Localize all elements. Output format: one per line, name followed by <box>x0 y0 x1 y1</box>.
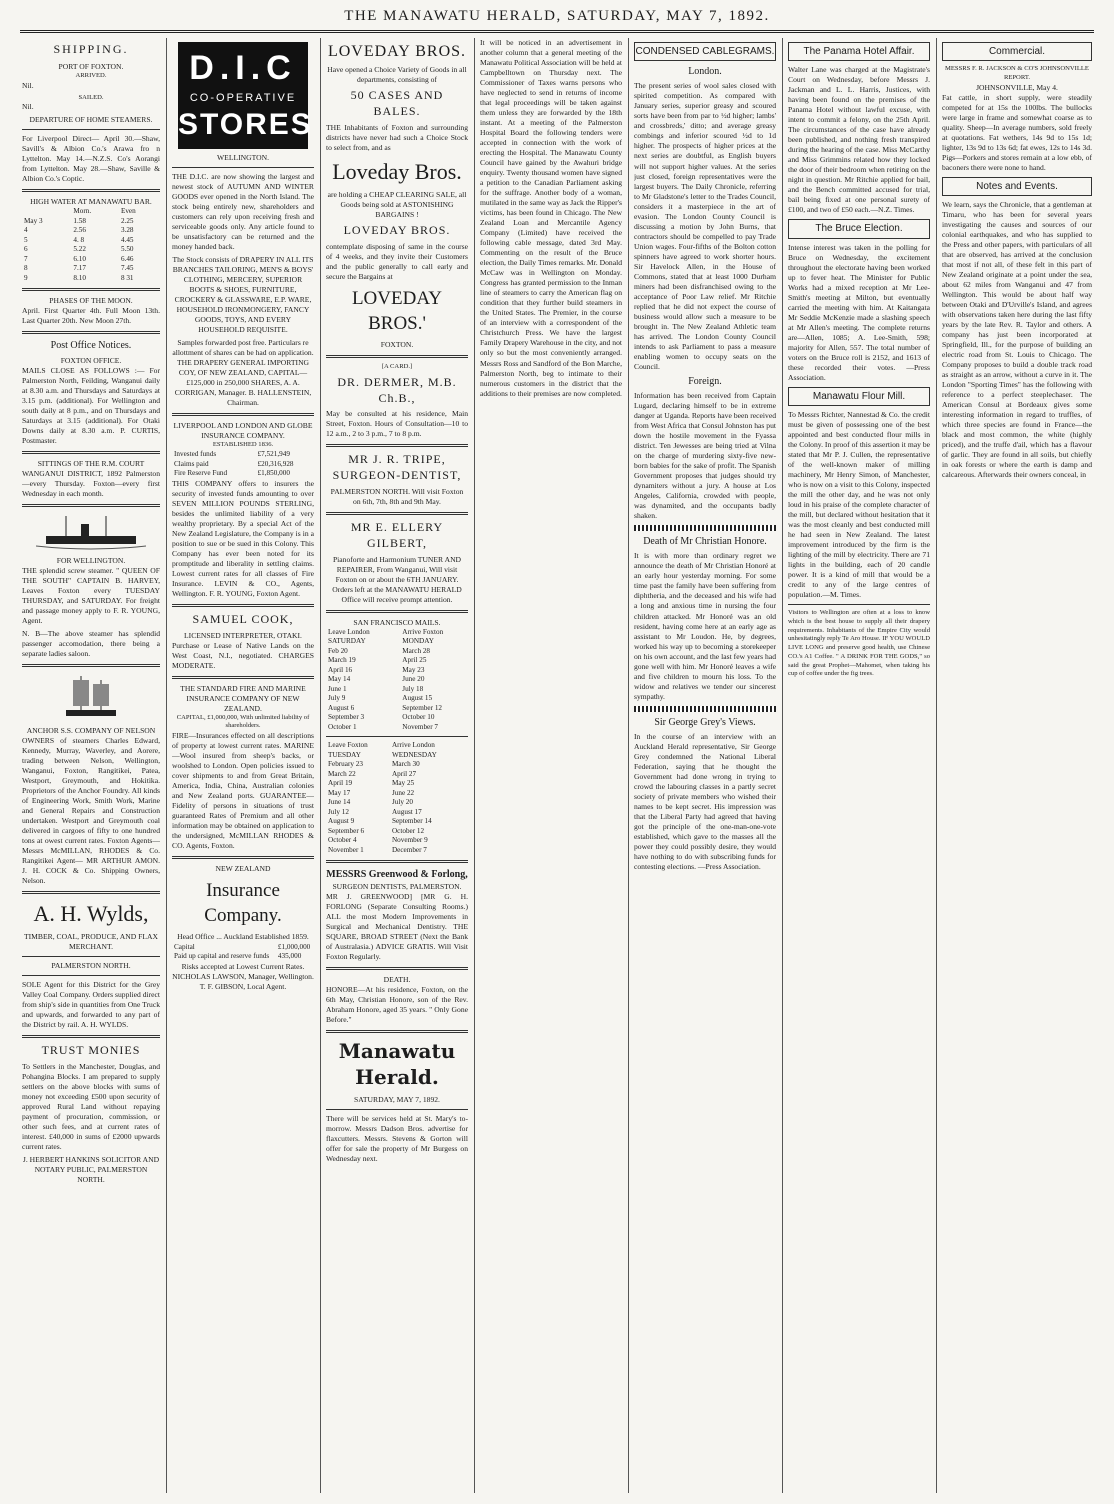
gilbert-heading: MR E. ELLERY GILBERT, <box>350 520 444 550</box>
trust-monies-text: To Settlers in the Manchester, Douglas, and Pohangina Blocks. I am prepared to supply settlers on the above blocks with sums of money not exceeding £500 upon security of approved Rural Land without repaying payment of procuration, commission, or other such fees, and at current rates of interest. £40,000 in sums of £2000 upwards current rates. <box>22 1062 160 1152</box>
sf-mails-heading: SAN FRANCISCO MAILS. <box>353 617 441 627</box>
post-office-heading: Post Office Notices. <box>50 340 132 352</box>
greenwood-heading: MESSRS Greenwood & Forlong, <box>326 869 468 881</box>
column-rule <box>628 38 629 1493</box>
london-heading: London. <box>688 66 722 78</box>
flour-mill-heading: Manawatu Flour Mill. <box>788 387 930 406</box>
high-water-table: Morn. Even May 3 1.58 2.25 4 2.56 3.28 5 4. 8 4.45 6 5.22 5.50 7 6.10 6.46 8 7.17 7.45 9 8.10 8 31 <box>24 207 136 282</box>
column-shipping <box>22 38 160 1493</box>
moon-heading: PHASES OF THE MOON. <box>49 296 133 306</box>
departure-heading: DEPARTURE OF HOME STEAMERS. <box>29 115 153 125</box>
arrived-text: Nil. <box>22 80 34 90</box>
liverpool-text: THIS COMPANY offers to insurers the security of invested funds amounting to over SEVEN MILLION POUNDS STERLING, besides the unlimited liability of a very wealthy proprietary. By a special Act of the New Zealand Legislature, the Company is in a position to sue or be sued in this Colony. This Company has ever been noted for its promptitude and liberality in settling claims. Lowest current rates for all classes of Fire Insurance. LEVIN & CO., Agents, Wellington. F. R. YOUNG, Foxton Agent. <box>172 478 314 598</box>
nz-insurance-office: Head Office ... Auckland Established 1859. <box>177 932 309 942</box>
palmerston-heading: PALMERSTON NORTH. <box>51 961 131 971</box>
standard-heading: THE STANDARD FIRE AND MARINE INSURANCE COMPANY OF NEW ZEALAND. <box>180 683 306 713</box>
column-rule <box>166 38 167 1493</box>
herald-nameplate: Manawatu Herald. <box>338 1038 456 1090</box>
anchor-heading: ANCHOR S.S. COMPANY OF NELSON <box>26 725 156 735</box>
dic-logo: D.I.C CO-OPERATIVE STORES <box>178 42 308 149</box>
honore-heading: Death of Mr Christian Honore. <box>643 536 767 548</box>
local-news-text: It will be noticed in an advertisement in another column that a general meeting of the Manawatu Political Association will be held at Campbelltown on Thursday next. The Commissioner of Taxes warns persons who have neglected to send in returns of income that legal proceedings will be taken against them unless they are forwarded by the 18th instant. At a meeting of the Palmerston Hospital Board the following tenders were accepted in connection with the work of erecting the Hospital. The Manawatu County Council have gained by the Awahuri bridge enquiry. Twenty thousand women have signed a petition to the Canadian Parliament asking for the suffrage. Another body of a woman, mutilated in the same way as Jack the Ripper's victims, has been found in Chicago. The New Zealand Loan and Mercantile Agency Company (Limited) have received the following cable message, dated 3rd May. Commenting on the result of the Bruce election, the Daily Times remarks. Mr. Donald McCaw was in Wellington on Monday. Congress has granted permission to the Inman line of steamers to carry the American flag on condition that they further build steamers in the United States. The Premier, in the course of an interview with a correspondent of the Christchurch Press. We have the largest Family Drapery Warehouse in the city, and not only so but the most conveniently arranged. Messrs Ross and Sandford of the Bon Marche, Palmerston North, beg to intimate to their numerous customers in the district that the additions to their premises are now completed. <box>480 38 622 398</box>
loveday-text-3: are holding a CHEAP CLEARING SALE, all Goods being sold at ASTONISHING BARGAINS ! <box>327 189 467 219</box>
bruce-text: Intense interest was taken in the polling for Bruce on Wednesday, the excitement throughout the electorate having been worked up to fever heat. The Minister for Public Works had a mixed reception at Mr Lee-Smith's meeting at Milton, but eventually carried the meeting with him. At Kaitangata Mr Seddie McKenzie made a slashing speech at Mr Allen's meeting. The complete returns are—Allen, 1085; A. Lee-Smith, 598; majority for Allen, 557. The total number of voters on the Bruce roll is 2152, and 1613 of these recorded their votes. —Press Association. <box>788 242 930 382</box>
column-loveday <box>326 38 468 1493</box>
loveday-text-4: contemplate disposing of same in the course of 4 weeks, and they invite their Customers and the public generally to call early and secure the Bargains at <box>326 241 468 281</box>
commercial-sub: MESSRS F. R. JACKSON & CO'S JOHNSONVILLE REPORT. <box>945 65 1089 81</box>
arrived-heading: ARRIVED. <box>75 71 107 79</box>
column-local-news <box>480 38 622 1493</box>
liverpool-established: ESTABLISHED 1836. <box>212 441 274 449</box>
notes-text: We learn, says the Chronicle, that a gentleman at Timaru, who has been for several years investigating the causes and sources of our colonial earthquakes, and who has supplied to the Press and other papers, with particulars of all that are observed, has arrived at the conclusion that most if not all, of these felt in this part of New Zealand originate at a point under the sea, about 62 miles from Wanganui and 47 from Wellington. This would be about half way between Otaki and D'Urville's Island, and agrees with observations taken here during the last fifty years by the late Rev. R. Taylor and others. A company has just been incorporated at Springfield, Ill., for the purpose of building an electric road from St. Louis to Chicago. The Company proposes to build a double track road as straight as an arrow, without a curve in it. The London "Sporting Times" has the following with reference to a perfect steeplechaser. The American Consul at Bordeaux gives some interesting information in regard to truffles, of which three species are found in France—the black and most common, the white (highly priced), and the truffe d'ail, which has a flavour of garlic. They are found in all soils, but chiefly in oak forests or where the earth is damp and calcareous. Afterwards their owners conceal, in <box>942 199 1092 480</box>
dic-text: THE D.I.C. are now showing the largest and newest stock of AUTUMN AND WINTER GOODS ever opened in the North Island. The stock being entirely new, shareholders and customers can rely upon receiving fresh and serviceable goods only. Any article found to be unsatisfactory can be returned and the money handed back. <box>172 172 314 252</box>
commercial-date: JOHNSONVILLE, May 4. <box>976 82 1058 92</box>
post-office-sub: FOXTON OFFICE. <box>60 355 122 365</box>
sf-mails-table-2: Leave Foxton TUESDAY Arrive London WEDNESDAY February 23 March 30 March 22 April 27 April 19 May 25 May 17 June 22 June 14 July 20 July 12 August 17 August 9 September 14 September 6 October 12 October 4 November 9 November 1 December 7 <box>328 741 437 854</box>
dermer-heading: DR. DERMER, M.B. Ch.B., <box>337 374 457 405</box>
high-water-heading: HIGH WATER AT MANAWATU BAR. <box>30 197 152 207</box>
foreign-heading: Foreign. <box>688 375 722 387</box>
herald-text: There will be services held at St. Mary's to-morrow. Messrs Dadson Bros. advertise for flaxcutters. Messrs. Stevens & Gorton will offer for sale the property of Mr Burgess on Wednesday next. <box>326 1113 468 1163</box>
cook-text: Purchase or Lease of Native Lands on the West Coast, N.I., negotiated. CHARGES MODERATE. <box>172 640 314 670</box>
steamer-illustration <box>36 512 146 552</box>
nb-text: N. B—The above steamer has splendid passenger accomodation, there being a separate ladies saloon. <box>22 628 160 658</box>
commercial-text: Fat cattle, in short supply, were steadily competed for at 15s the 100lbs. The bullocks were large in frame and somewhat coarse as to quality. Sheep—In average numbers, sold freely at quotations. Fat wethers, 14s 9d to 15s 1d; lighter, 13s 9d to 13s 6d; fat ewes, 12s to 14s 3d. Pigs—Porkers and stores remain at a low ebb, of baconers there were none to hand. <box>942 92 1092 172</box>
bruce-heading: The Bruce Election. <box>788 219 930 238</box>
nz-insurance-table: Capital £1,000,000 Paid up capital and reserve funds 435,000 <box>174 942 311 960</box>
column-cables <box>634 38 776 1493</box>
moon-text: April. First Quarter 4th. Full Moon 13th. Last Quarter 20th. New Moon 27th. <box>22 306 160 326</box>
loveday-big: Loveday Bros. <box>332 158 462 184</box>
loveday-big-2: LOVEDAY BROS.' <box>351 287 443 334</box>
masthead-title: THE MANAWATU HERALD, SATURDAY, MAY 7, 1892. <box>344 8 770 24</box>
dic-wellington: WELLINGTON. <box>217 152 269 162</box>
loveday-heading-2: LOVEDAY BROS. <box>343 222 451 237</box>
notes-heading: Notes and Events. <box>942 177 1092 196</box>
death-heading: DEATH. <box>383 974 411 984</box>
column-rule <box>474 38 475 1493</box>
column-panama <box>788 38 930 1493</box>
standard-text: FIRE—Insurances effected on all descriptions of property at lowest current rates. MARINE—Wool insured from sheep's backs, or woolshed to London. Open policies issued to cover shipments to and from Great Britain, America, India, China, Australian colonies and New Zealand ports. GUARANTEE—Fidelity of persons in situations of trust guaranteed Rates of Premium and all other information may be obtained on application to the undersigned, McMILLAN RHODES & CO. Agents, Foxton. <box>172 731 314 851</box>
loveday-text-2: THE Inhabitants of Foxton and surrounding districts have never had such a Choice Stock to select from, and as <box>326 122 468 152</box>
dic-stock-list: The Stock consists of DRAPERY IN ALL ITS BRANCHES TAILORING, MEN'S & BOYS' CLOTHING, MERCERY, SUPERIOR BOOTS & SHOES, FURNITURE, CROCKERY & GLASSWARE, E.P. WARE, HOUSEHOLD IRONMONGERY, FANCY GOODS, TOYS, AND EVERY HOUSEHOLD REQUISITE. <box>172 255 314 335</box>
honore-text: It is with more than ordinary regret we announce the death of Mr Christian Honoré at an early hour yesterday morning. For some time past the family have been suffering from diphtheria, and the deceased and his wife had a long and anxious time in nursing the four children attacked. Mr Honoré was an old resident, having come here at an early age as assistant to Mr Loudon. He, by degrees, worked his way up to becoming a storekeeper on his own account, and the last few years had gone well with him. Mr Honoré leaves a wife and five children to mourn his loss. To the widow and relatives we tender our sincerest sympathy. <box>634 551 776 701</box>
foreign-text: Information has been received from Captain Lugard, declaring himself to be in extreme danger at Uganda. Reports have been received from West Africa that Consul Johnston has put down the hostile movement in the Fyassa district. Ten Jewesses are being tried at Vilna on the charge of murdering sixty-five new-born babies for the sake of profit. The Spanish Government proposes that judges should try dynamiters without a jury. A house at Los Angeles, California, crowded with people, was dynamited, and the occupants badly shaken. <box>634 391 776 521</box>
nz-insurance-text: Risks accepted at Lowest Current Rates. NICHOLAS LAWSON, Manager, Wellington. T. F. GIBSON, Local Agent. <box>172 961 314 991</box>
rm-court-text: WANGANUI DISTRICT, 1892 Palmerston—every Thursday. Foxton—every first Wednesday in each month. <box>22 468 160 498</box>
sailed-text: Nil. <box>22 102 34 112</box>
standard-capital: CAPITAL, £1,000,000, With unlimited liability of shareholders. <box>176 713 310 730</box>
tripe-text: PALMERSTON NORTH. Will visit Foxton on 6th, 7th, 8th and 9th May. <box>330 487 464 507</box>
notices-text: Visitors to Wellington are often at a loss to know which is the best house to supply all their drapery requirements. Inhabitants of the Empire City would unhesitatingly reply Te Aro House. IF YOU WOULD LIVE LONG and preserve good health, use Chinese CO.'s A1 Coffee. " A DRINK FOR THE GODS," so said the great Prophet—Mahomet, when taking his cup of coffee under the fig trees. <box>788 609 930 678</box>
port-heading: PORT OF FOXTON. <box>58 61 124 71</box>
london-text: The present series of wool sales closed with spirited competition. As compared with January series, superior greasy and scoured sorts have been from par to ½d higher; lambs' and crossbreds,' ditto; and average greasy combings and inferior scoured ½d to 1d higher. The prospects of higher prices at the next series are doubtful, as English buyers will not support higher values. At the series just closed, foreign representatives were the largest buyers. The Daily Chronicle, referring to Mr Gladstone's letter to the Trades Council, considers it a masterpiece in the art of evasion. The London County Council is discussing a motion by John Burns, that contractors should be compelled to pay Trade Union wages. Four-fifths of the Bolton cotton spinners have agreed to work shorter hours. Sir Havelock Allen, in the House of Commons, stated that at least 1000 Durham miners had been disfranchised owing to the acceptance of Poor Law relief. Mr Ritchie replied that he did not expect the course of business would allow such a measure to be brought in. The New Zealand Athletic team has arrived. The London County Council intends to ask Parliament to pass a measure enabling women to occupy seats on the Council. <box>634 81 776 371</box>
post-office-text: MAILS CLOSE AS FOLLOWS :— For Palmerston North, Feilding, Wanganui daily at 8.30 a.m. and Thursdays and Saturdays at 3.15 p.m. (additional). For Wellington and south daily at 8 p.m., and on Thursdays and Saturdays at 3.15 (additional). For Otaki Downs daily at 8.30 a.m. P. CURTIS, Postmaster. <box>22 365 160 445</box>
card-label: [A CARD.] <box>381 362 413 370</box>
cablegrams-heading: CONDENSED CABLEGRAMS. <box>634 42 776 61</box>
foxton-label: FOXTON. <box>380 339 414 349</box>
nz-insurance-heading: NEW ZEALAND <box>215 864 271 874</box>
departure-text: For Liverpool Direct— April 30.—Shaw, Savill's & Albion Co.'s Arawa fro n Lyttelton. May 14.—N.Z.S. Co's Aorangi from Lyttelton. May 28.—Shaw, Saville & Albion Co.'s Coptic. <box>22 134 160 184</box>
greenwood-text: MR J. GREENWOOD] [MR G. H. FORLONG (Separate Consulting Rooms.) ALL the most Modern Improvements in Surgical and Mechanical Dentistry. THE SQUARE, BROAD STREET (Next the Bank of Australasia.) ADVICE GRATIS. Will Visit Foxton Regularly. <box>326 891 468 961</box>
liverpool-funds-table: Invested funds £7,521,949 Claims paid £20,316,928 Fire Reserve Fund £1,850,000 <box>174 450 294 478</box>
loveday-cases: 50 CASES AND BALES. <box>350 88 444 118</box>
cook-sub: LICENSED INTERPRETER, OTAKI. <box>184 630 302 640</box>
flour-mill-text: To Messrs Richter, Nannestad & Co. the credit must be given of possessing one of the best appointed and best conducted flour mills in the Colony. In proof of this assertion it may be stated that Mr P. J. Cullen, the representative of the well-known maker of milling machinery, Mr Henry Simon, of Manchester, who is now on a visit to this Colony, inspected the mill the other day, and he was not only loud in his praise of the complete character of the mill, but declared without hesitation that it was the most cleanly and best conducted mill he had seen in New Zealand. The latest improvement introduced by the firm is the lighting of the mill by electricity. There are 71 lights in the building, each of 20 candle power. It is a kind of mill that would be a credit to any of the large centres of population.—M. Times. <box>788 410 930 600</box>
dic-text-2: Samples forwarded post free. Particulars re allottment of shares can be had on application. THE DRAPERY GENERAL IMPORTING COY, OF NEW ZEALAND, CAPITAL—£125,000 in 250,000 SHARES, A. A. CORRIGAN, Manager. B. HALLENSTEIN, Chairman. <box>172 338 314 408</box>
liverpool-heading: LIVERPOOL AND LONDON AND GLOBE INSURANCE COMPANY. <box>173 421 313 441</box>
column-rule <box>936 38 937 1493</box>
masthead <box>20 8 1094 33</box>
for-wellington-heading: FOR WELLINGTON. <box>56 555 126 565</box>
queen-of-south-text: THE splendid screw steamer. " QUEEN OF THE SOUTH" CAPTAIN B. HARVEY, Leaves Foxton every TUESDAY THURSDAY, and SATURDAY. For freight and passage money apply to F. R. YOUNG, Agent. <box>22 565 160 625</box>
trust-monies-heading: TRUST MONIES <box>41 1043 141 1058</box>
wylds-heading: A. H. Wylds, <box>33 901 149 927</box>
column-rule <box>782 38 783 1493</box>
sf-mails-table-1: Leave London SATURDAY Arrive Foxton MONDAY Feb 20 March 28 March 19 April 25 April 16 May 23 May 14 June 20 June 1 July 18 July 9 August 15 August 6 September 12 September 3 October 10 October 1 November 7 <box>328 627 444 731</box>
column-dic <box>172 38 314 1493</box>
wylds-text: SOLE Agent for this District for the Grey Valley Coal Company. Orders supplied direct from ship's side in quantities from One Truck and upwards, and forwarded to any part of the District by rail. A. H. WYLDS. <box>22 980 160 1030</box>
commercial-heading: Commercial. <box>942 42 1092 61</box>
dermer-text: May be consulted at his residence, Main Street, Foxton. Hours of Consultation—10 to 12 a.m., 2 to 3 p.m., 7 to 8 p.m. <box>326 409 468 439</box>
grey-heading: Sir George Grey's Views. <box>654 716 756 728</box>
loveday-text: Have opened a Choice Variety of Goods in all departments, consisting of <box>327 65 467 85</box>
greenwood-sub: SURGEON DENTISTS, PALMERSTON. <box>332 881 462 891</box>
grey-text: In the course of an interview with an Auckland Herald representative, Sir George Grey condemned the National Liberal Federation, saying that he thought the Government had done wrong in trying to crowd the labouring classes in a partly secret society of private members who wished their names to be kept secret. His impression was that the Liberal Party had agreed that having got the principle of the one-man-one-vote established, which gave to the masses all the power they could possibly desire, they would have nothing to do with subscribing funds for contesting elections. —Press Association. <box>634 731 776 872</box>
panama-text: Walter Lane was charged at the Magistrate's Court on Wednesday, before Messrs J. Jackman and L. L. Harris, Justices, with having been found on the premises of the Panama Hotel without lawful excuse, with intent to commit a felony, on the 25th April. The circumstances of the case have already been published, and nothing fresh transpired during the hearing of the case. Miss McCarthy and Miss Grimmins related how they locked the door of their bedroom when retiring on the night in question. Mr Ritchie applied for bail, and the Bench committed accused for trial, bail being fixed at one personal surety of £100, and two of £50 each.—N.Z. Times. <box>788 65 930 215</box>
anchor-text: OWNERS of steamers Charles Edward, Kennedy, Murray, Waverley, and Aorere, trading between Nelson, Wellington, Wanganui, Foxton, Rangitikei, Patea, Westport, Greymouth, and Hokitika. Proprietors of the Anchor Foundry. All kinds of Engineering Work, Smith Work, Marine and General Repairs and Construction undertaken. Westport and Greymouth coal delivered in cargoes of fifty to one hundred tons at owest current rates. Foxton Agents— Messrs McMILLAN, RHODES & Co. Rangitikei Agent— MR ARTHUR AMON. J. H. COCK & Co. Shipping Owners, Nelson. <box>22 736 160 886</box>
hankins-text: J. HERBERT HANKINS SOLICITOR AND NOTARY PUBLIC, PALMERSTON NORTH. <box>22 1155 160 1185</box>
wylds-sub: TIMBER, COAL, PRODUCE, AND FLAX MERCHANT. <box>24 932 158 952</box>
herald-date: SATURDAY, MAY 7, 1892. <box>354 1094 440 1104</box>
column-commercial <box>942 38 1092 1493</box>
tripe-heading: MR J. R. TRIPE, SURGEON-DENTIST, <box>332 452 462 483</box>
sailed-heading: SAILED. <box>78 93 104 101</box>
shipping-heading: SHIPPING. <box>53 42 129 56</box>
column-rule <box>320 38 321 1493</box>
loveday-heading: LOVEDAY BROS. <box>327 43 467 60</box>
nz-insurance-big: Insurance Company. <box>204 880 282 927</box>
gilbert-text: Pianoforte and Harmonium TUNER AND REPAIRER, From Wanganui, Will visit Foxton on or about the 6TH JANUARY. Orders left at the MANAWATU HERALD Office will receive prompt attention. <box>332 554 462 604</box>
cook-heading: SAMUEL COOK, <box>192 611 294 626</box>
sailing-ship-illustration <box>61 672 121 722</box>
panama-heading: The Panama Hotel Affair. <box>788 42 930 61</box>
death-text: HONORE—At his residence, Foxton, on the 6th May, Christian Honore, son of the Rev. Abraham Honore, aged 35 years. " Only Gone Before." <box>326 984 468 1024</box>
rm-court-heading: SITTINGS OF THE R.M. COURT <box>37 458 145 468</box>
